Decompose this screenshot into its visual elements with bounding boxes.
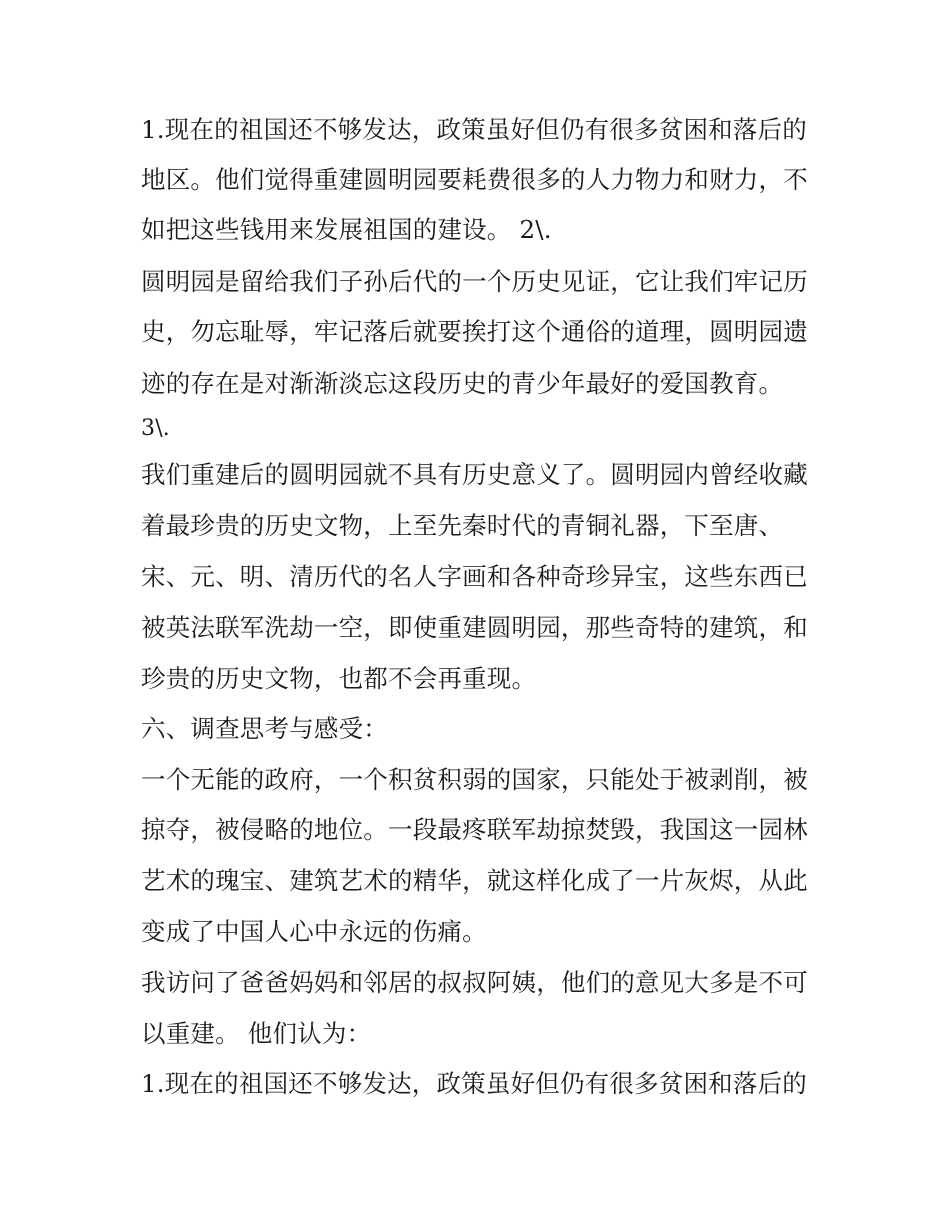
text-line: 变成了中国人心中永远的伤痛。 [141,917,487,946]
text-line: 圆明园是留给我们子孙后代的一个历史见证，它让我们牢记历 [141,267,808,296]
text-line: 被英法联军洗劫一空，即使重建圆明园，那些奇特的建筑，和 [141,613,808,642]
text-line: 史，勿忘耻辱，牢记落后就要挨打这个通俗的道理，圆明园遗 [141,317,808,346]
text-line: 如把这些钱用来发展祖国的建设。 2\. [141,215,552,244]
text-line: 迹的存在是对渐渐淡忘这段历史的青少年最好的爱国教育。 [141,369,784,398]
text-line: 珍贵的历史文物，也都不会再重现。 [141,664,537,693]
text-line: 宋、元、明、清历代的名人字画和各种奇珍异宝，这些东西已 [141,562,808,591]
text-line: 以重建。 他们认为： [141,1019,372,1048]
text-line: 地区。他们觉得重建圆明园要耗费很多的人力物力和财力，不 [141,165,808,194]
text-line: 艺术的瑰宝、建筑艺术的精华，就这样化成了一片灰烬，从此 [141,866,808,895]
section-heading: 六、调查思考与感受： [141,714,388,743]
text-line: 我访问了爸爸妈妈和邻居的叔叔阿姨，他们的意见大多是不可 [141,968,808,997]
text-line: 1.现在的祖国还不够发达，政策虽好但仍有很多贫困和落后的 [141,115,807,144]
text-line: 一个无能的政府，一个积贫积弱的国家，只能处于被剥削，被 [141,765,808,794]
text-line: 掠夺，被侵略的地位。一段最疼联军劫掠焚毁，我国这一园林 [141,815,808,844]
text-line: 1.现在的祖国还不够发达，政策虽好但仍有很多贫困和落后的 [141,1069,807,1098]
text-line: 着最珍贵的历史文物，上至先秦时代的青铜礼器，下至唐、 [141,511,784,540]
text-line: 我们重建后的圆明园就不具有历史意义了。圆明园内曾经收藏 [141,460,808,489]
text-line: 3\. [141,416,171,441]
